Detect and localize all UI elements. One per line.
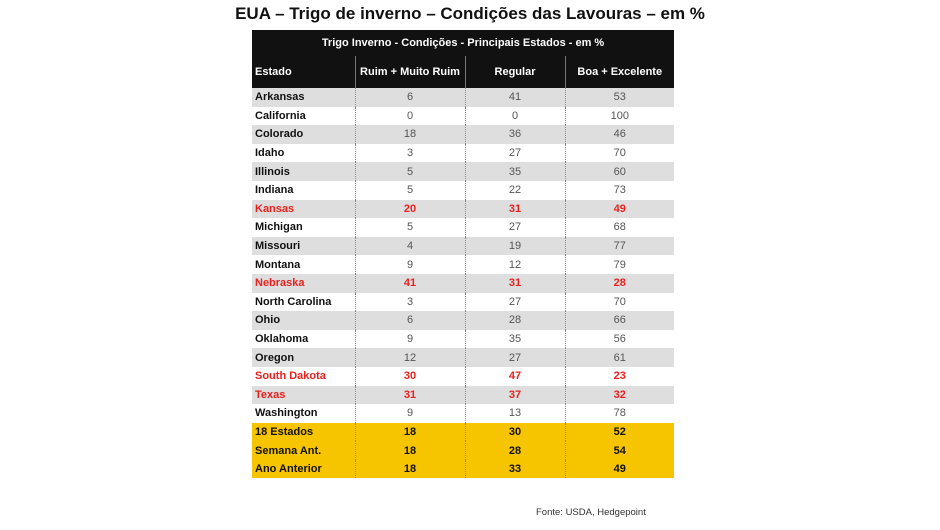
cell-estado: Michigan xyxy=(252,218,355,237)
cell-boa-excelente: 54 xyxy=(565,441,674,460)
table-row xyxy=(252,200,674,219)
cell-boa-excelente: 68 xyxy=(565,218,674,237)
cell-ruim-muito-ruim: 6 xyxy=(355,311,465,330)
cell-boa-excelente: 53 xyxy=(565,88,674,107)
cell-ruim-muito-ruim: 5 xyxy=(355,162,465,181)
cell-boa-excelente: 46 xyxy=(565,125,674,144)
cell-boa-excelente: 23 xyxy=(565,367,674,386)
cell-regular: 47 xyxy=(465,367,565,386)
table-caption: Trigo Inverno - Condições - Principais Estados - em % xyxy=(252,30,674,56)
table-row xyxy=(252,88,674,107)
cell-estado: Washington xyxy=(252,404,355,423)
cell-regular: 36 xyxy=(465,125,565,144)
cell-ruim-muito-ruim: 18 xyxy=(355,125,465,144)
table-row xyxy=(252,162,674,181)
cell-estado: Illinois xyxy=(252,162,355,181)
cell-boa-excelente: 78 xyxy=(565,404,674,423)
cell-estado: Oklahoma xyxy=(252,330,355,349)
conditions-table-container xyxy=(252,30,674,478)
cell-boa-excelente: 100 xyxy=(565,107,674,126)
summary-row xyxy=(252,423,674,442)
cell-ruim-muito-ruim: 18 xyxy=(355,460,465,479)
column-header-estado: Estado xyxy=(252,56,355,88)
cell-ruim-muito-ruim: 12 xyxy=(355,348,465,367)
cell-regular: 13 xyxy=(465,404,565,423)
cell-ruim-muito-ruim: 31 xyxy=(355,386,465,405)
cell-regular: 19 xyxy=(465,237,565,256)
cell-regular: 27 xyxy=(465,348,565,367)
table-body xyxy=(252,88,674,478)
table-row xyxy=(252,107,674,126)
cell-boa-excelente: 28 xyxy=(565,274,674,293)
cell-regular: 22 xyxy=(465,181,565,200)
cell-estado: Colorado xyxy=(252,125,355,144)
table-row xyxy=(252,404,674,423)
cell-estado: 18 Estados xyxy=(252,423,355,442)
cell-regular: 31 xyxy=(465,274,565,293)
cell-boa-excelente: 61 xyxy=(565,348,674,367)
cell-boa-excelente: 70 xyxy=(565,144,674,163)
table-row xyxy=(252,255,674,274)
table-row xyxy=(252,125,674,144)
cell-regular: 0 xyxy=(465,107,565,126)
cell-ruim-muito-ruim: 18 xyxy=(355,423,465,442)
cell-regular: 27 xyxy=(465,144,565,163)
cell-regular: 35 xyxy=(465,330,565,349)
column-header-ruim: Ruim + Muito Ruim xyxy=(355,56,465,88)
table-row xyxy=(252,386,674,405)
cell-ruim-muito-ruim: 6 xyxy=(355,88,465,107)
cell-boa-excelente: 49 xyxy=(565,200,674,219)
source-note: Fonte: USDA, Hedgepoint xyxy=(536,507,646,518)
cell-estado: Ano Anterior xyxy=(252,460,355,479)
cell-boa-excelente: 49 xyxy=(565,460,674,479)
cell-boa-excelente: 73 xyxy=(565,181,674,200)
cell-boa-excelente: 66 xyxy=(565,311,674,330)
table-row xyxy=(252,144,674,163)
cell-regular: 35 xyxy=(465,162,565,181)
cell-ruim-muito-ruim: 9 xyxy=(355,255,465,274)
summary-row xyxy=(252,460,674,479)
cell-ruim-muito-ruim: 9 xyxy=(355,404,465,423)
cell-estado: Kansas xyxy=(252,200,355,219)
cell-ruim-muito-ruim: 0 xyxy=(355,107,465,126)
cell-ruim-muito-ruim: 4 xyxy=(355,237,465,256)
column-header-regular: Regular xyxy=(465,56,565,88)
table-row xyxy=(252,330,674,349)
cell-estado: North Carolina xyxy=(252,293,355,312)
page-title: EUA – Trigo de inverno – Condições das Lavouras – em % xyxy=(235,4,705,23)
conditions-table xyxy=(252,30,674,478)
cell-estado: California xyxy=(252,107,355,126)
summary-row xyxy=(252,441,674,460)
cell-regular: 31 xyxy=(465,200,565,219)
cell-boa-excelente: 70 xyxy=(565,293,674,312)
table-row xyxy=(252,274,674,293)
table-row xyxy=(252,348,674,367)
cell-regular: 30 xyxy=(465,423,565,442)
cell-boa-excelente: 32 xyxy=(565,386,674,405)
table-row xyxy=(252,237,674,256)
cell-estado: Oregon xyxy=(252,348,355,367)
cell-boa-excelente: 52 xyxy=(565,423,674,442)
cell-regular: 33 xyxy=(465,460,565,479)
table-row xyxy=(252,367,674,386)
cell-estado: Indiana xyxy=(252,181,355,200)
cell-ruim-muito-ruim: 18 xyxy=(355,441,465,460)
table-row xyxy=(252,218,674,237)
cell-ruim-muito-ruim: 3 xyxy=(355,144,465,163)
column-header-boa: Boa + Excelente xyxy=(565,56,674,88)
cell-ruim-muito-ruim: 3 xyxy=(355,293,465,312)
cell-regular: 37 xyxy=(465,386,565,405)
cell-regular: 27 xyxy=(465,218,565,237)
cell-regular: 41 xyxy=(465,88,565,107)
cell-regular: 28 xyxy=(465,311,565,330)
cell-regular: 28 xyxy=(465,441,565,460)
cell-ruim-muito-ruim: 5 xyxy=(355,218,465,237)
cell-ruim-muito-ruim: 9 xyxy=(355,330,465,349)
cell-regular: 12 xyxy=(465,255,565,274)
cell-estado: Semana Ant. xyxy=(252,441,355,460)
cell-estado: Missouri xyxy=(252,237,355,256)
cell-boa-excelente: 79 xyxy=(565,255,674,274)
cell-estado: Ohio xyxy=(252,311,355,330)
cell-boa-excelente: 77 xyxy=(565,237,674,256)
cell-estado: Montana xyxy=(252,255,355,274)
cell-ruim-muito-ruim: 41 xyxy=(355,274,465,293)
cell-estado: Texas xyxy=(252,386,355,405)
cell-ruim-muito-ruim: 5 xyxy=(355,181,465,200)
cell-boa-excelente: 60 xyxy=(565,162,674,181)
table-row xyxy=(252,311,674,330)
table-row xyxy=(252,293,674,312)
cell-boa-excelente: 56 xyxy=(565,330,674,349)
cell-ruim-muito-ruim: 20 xyxy=(355,200,465,219)
cell-ruim-muito-ruim: 30 xyxy=(355,367,465,386)
table-row xyxy=(252,181,674,200)
cell-estado: South Dakota xyxy=(252,367,355,386)
cell-estado: Idaho xyxy=(252,144,355,163)
cell-estado: Arkansas xyxy=(252,88,355,107)
cell-regular: 27 xyxy=(465,293,565,312)
cell-estado: Nebraska xyxy=(252,274,355,293)
